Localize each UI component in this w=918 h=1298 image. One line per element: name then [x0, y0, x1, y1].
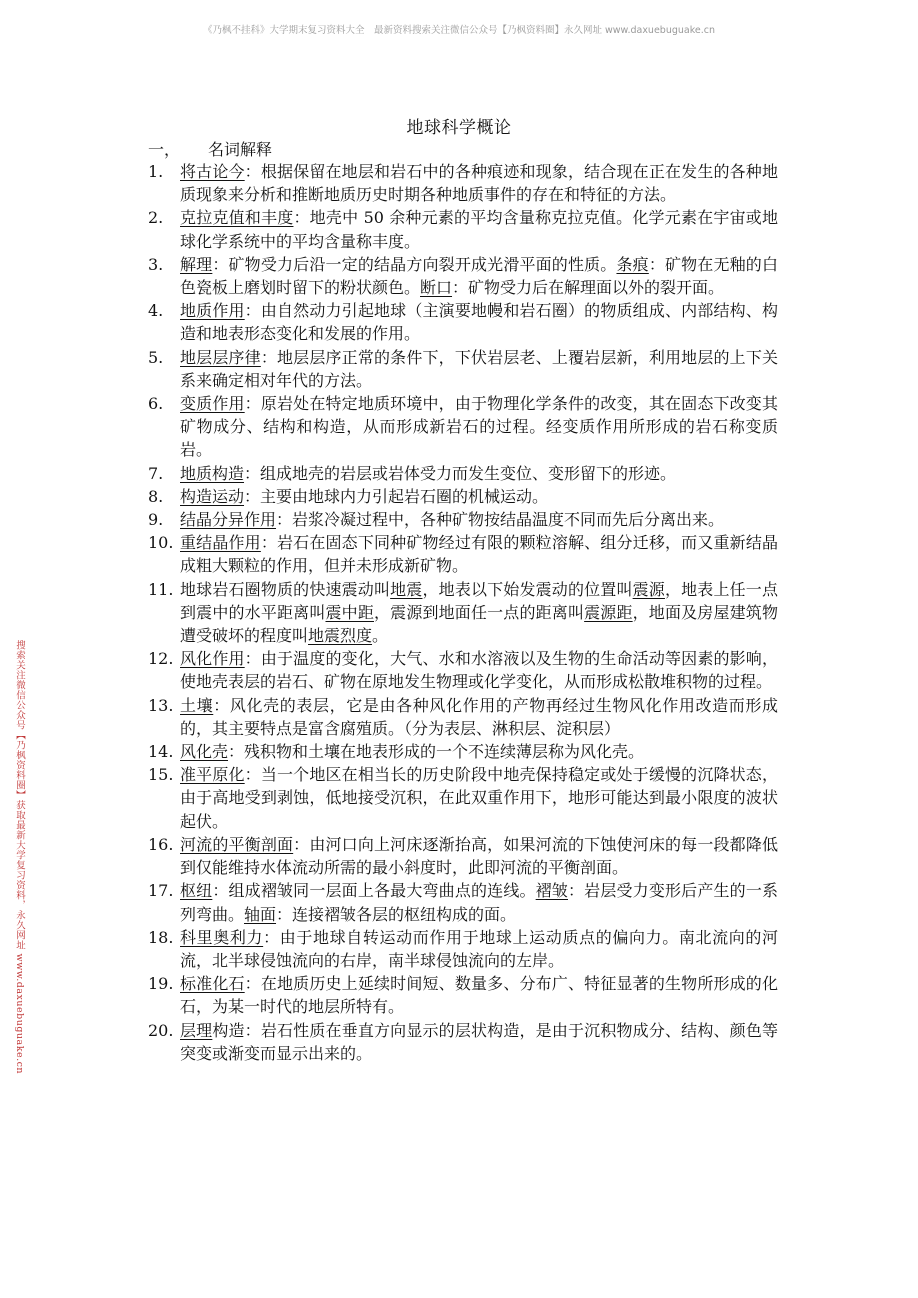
term-name: 构造运动: [180, 486, 245, 506]
term-text: ：由河口向上河床逐渐抬高，如果河流的下蚀使河床的每一段都降低到仅能维持水体流动所需的最小斜度时，此即河流的平衡剖面。: [180, 834, 778, 878]
term-text: ：当一个地区在相当长的历史阶段中地壳保持稳定或处于缓慢的沉降状态，由于高地受到剥蚀，低地接受沉积，在此双重作用下，地形可能达到最小限度的波状起伏。: [180, 765, 778, 831]
term-name: 将古论今: [180, 162, 245, 181]
term-name: 地层层序律: [180, 347, 261, 367]
term-name: 重结晶作用: [180, 533, 261, 553]
item-number: 15.: [148, 765, 174, 785]
term-text: ：由于温度的变化，大气、水和水溶液以及生物的生命活动等因素的影响，使地壳表层的岩石、矿物在原地发生物理或化学变化，从而形成松散堆积物的过程。: [180, 649, 778, 692]
term-list: [148, 160, 778, 1065]
item-number: 3.: [148, 254, 164, 274]
term-name: 褶皱: [535, 881, 568, 901]
term-text: ：岩浆冷凝过程中，各种矿物按结晶温度不同而先后分离出来。: [276, 510, 725, 530]
list-item: [148, 647, 778, 693]
term-name: 风化壳: [180, 742, 229, 762]
term-text: ：岩石在固态下同种矿物经过有限的颗粒溶解、组分迁移，而又重新结晶成粗大颗粒的作用，但并未形成新矿物。: [180, 533, 778, 576]
item-number: 5.: [148, 347, 164, 367]
item-number: 14.: [148, 742, 174, 762]
section-title: 名词解释: [208, 140, 273, 159]
list-item: [148, 485, 778, 508]
list-item: [148, 578, 778, 648]
watermark-header: 《乃枫不挂科》大学期末复习资料大全 最新资料搜索关注微信公众号【乃枫资料圈】永久网址 www.daxuebuguake.cn: [202, 25, 715, 36]
item-number: 16.: [148, 834, 174, 854]
term-name: 条痕: [616, 254, 649, 274]
term-name: 风化作用: [180, 649, 245, 669]
term-text: ：组成地壳的岩层或岩体受力而发生变位、变形留下的形迹。: [244, 463, 677, 483]
term-name: 地震烈度: [308, 626, 373, 646]
term-name: 变质作用: [180, 394, 245, 414]
item-number: 19.: [148, 974, 174, 994]
list-item: [148, 833, 778, 879]
list-item: [148, 694, 778, 740]
term-text: ：岩层受力变形后产生的一系列弯曲。: [180, 881, 778, 924]
term-text: ，地面及房屋建筑物遭受破坏的程度叫: [180, 602, 778, 646]
term-name: 科里奥利力: [180, 927, 264, 947]
list-item: [148, 1019, 778, 1065]
term-name: 震源距: [584, 602, 633, 622]
term-name: 轴面: [244, 904, 277, 924]
item-number: 8.: [148, 486, 164, 506]
term-name: 解理: [180, 254, 213, 274]
item-number: 10.: [148, 533, 174, 553]
item-number: 12.: [148, 649, 174, 669]
term-text: ：在地质历史上延续时间短、数量多、分布广、特征显著的生物所形成的化石，为某一时代的地层所特有。: [180, 974, 778, 1017]
term-name: 地震: [390, 579, 423, 599]
section-heading: [148, 137, 272, 160]
list-item: [148, 253, 778, 299]
list-item: [148, 206, 778, 252]
watermark-sidebar: 搜索关注微信公众号【乃枫资料圈】获取最新大学复习资料，永久网址 www.daxuebuguake.cn: [14, 640, 25, 1075]
list-item: [148, 508, 778, 531]
page-title: 地球科学概论: [406, 118, 512, 138]
term-text: ，地表以下始发震动的位置叫: [422, 579, 633, 599]
list-item: [148, 740, 778, 763]
term-name: 地质构造: [180, 463, 245, 483]
list-item: [148, 392, 778, 462]
list-item: [148, 462, 778, 485]
term-name: 枢纽: [180, 881, 213, 901]
term-text: 。: [372, 626, 389, 646]
term-name: 克拉克值和丰度: [180, 208, 294, 228]
term-text: ，地表上任一点到震中的水平距离叫: [180, 579, 778, 622]
term-name: 河流的平衡剖面: [180, 834, 294, 854]
item-number: 13.: [148, 695, 174, 715]
term-text: ：残积物和土壤在地表形成的一个不连续薄层称为风化壳。: [228, 742, 645, 762]
term-text: ：由于地球自转运动而作用于地球上运动质点的偏向力。南北流向的河流，北半球侵蚀流向的右岸，南半球侵蚀流向的左岸。: [180, 927, 778, 970]
list-item: [148, 972, 778, 1018]
term-text: ：矿物受力后沿一定的结晶方向裂开成光滑平面的性质。: [212, 254, 617, 274]
term-text: 构造：岩石性质在垂直方向显示的层状构造，是由于沉积物成分、结构、颜色等突变或渐变而显示出来的。: [180, 1020, 778, 1063]
term-name: 断口: [420, 278, 453, 298]
term-text: ：组成褶皱同一层面上各最大弯曲点的连线。: [212, 881, 536, 901]
term-name: 结晶分异作用: [180, 510, 277, 530]
term-text: ：风化壳的表层，它是由各种风化作用的产物再经过生物风化作用改造而形成的，其主要特点是富含腐殖质。（分为表层、淋积层、淀积层）: [180, 695, 778, 738]
item-number: 2.: [148, 208, 164, 228]
item-number: 18.: [148, 927, 174, 947]
term-name: 标准化石: [180, 974, 245, 994]
term-text: ：连接褶皱各层的枢纽构成的面。: [276, 904, 517, 924]
item-number: 4.: [148, 301, 164, 321]
term-name: 震中距: [325, 602, 374, 622]
term-text: ：矿物在无釉的白色瓷板上磨划时留下的粉状颜色。: [180, 254, 778, 298]
item-number: 7.: [148, 463, 164, 483]
term-name: 震源: [632, 579, 665, 599]
list-item: [148, 160, 778, 206]
term-text: ，震源到地面任一点的距离叫: [373, 602, 585, 622]
item-number: 20.: [148, 1020, 174, 1040]
item-number: 9.: [148, 510, 164, 530]
term-text: 地球岩石圈物质的快速震动叫: [180, 579, 391, 599]
term-text: ：由自然动力引起地球（主演要地幔和岩石圈）的物质组成、内部结构、构造和地表形态变化和发展的作用。: [180, 301, 778, 344]
list-item: [148, 299, 778, 345]
list-item: [148, 926, 778, 972]
term-name: 准平原化: [180, 765, 245, 785]
item-number: 17.: [148, 881, 174, 901]
term-name: 土壤: [180, 695, 214, 715]
list-item: [148, 763, 778, 833]
item-number: 11.: [148, 579, 174, 599]
term-text: ：地层层序正常的条件下，下伏岩层老、上覆岩层新，利用地层的上下关系来确定相对年代的方法。: [180, 347, 778, 390]
section-number: 一，: [148, 140, 181, 159]
list-item: [148, 879, 778, 925]
term-text: ：根据保留在地层和岩石中的各种痕迹和现象，结合现在正在发生的各种地质现象来分析和推断地质历史时期各种地质事件的存在和特征的方法。: [180, 162, 778, 205]
item-number: 6.: [148, 394, 164, 414]
item-number: 1.: [148, 162, 164, 181]
list-item: [148, 346, 778, 392]
term-text: ：地壳中 50 余种元素的平均含量称克拉克值。化学元素在宇宙或地球化学系统中的平均含量称丰度。: [180, 208, 778, 251]
term-text: ：主要由地球内力引起岩石圈的机械运动。: [244, 486, 549, 506]
term-text: ：原岩处在特定地质环境中，由于物理化学条件的改变，其在固态下改变其矿物成分、结构和构造，从而形成新岩石的过程。经变质作用所形成的岩石称变质岩。: [180, 394, 778, 460]
term-name: 地质作用: [180, 301, 245, 321]
term-text: ：矿物受力后在解理面以外的裂开面。: [452, 278, 725, 298]
list-item: [148, 531, 778, 577]
term-name: 层理: [180, 1020, 213, 1040]
